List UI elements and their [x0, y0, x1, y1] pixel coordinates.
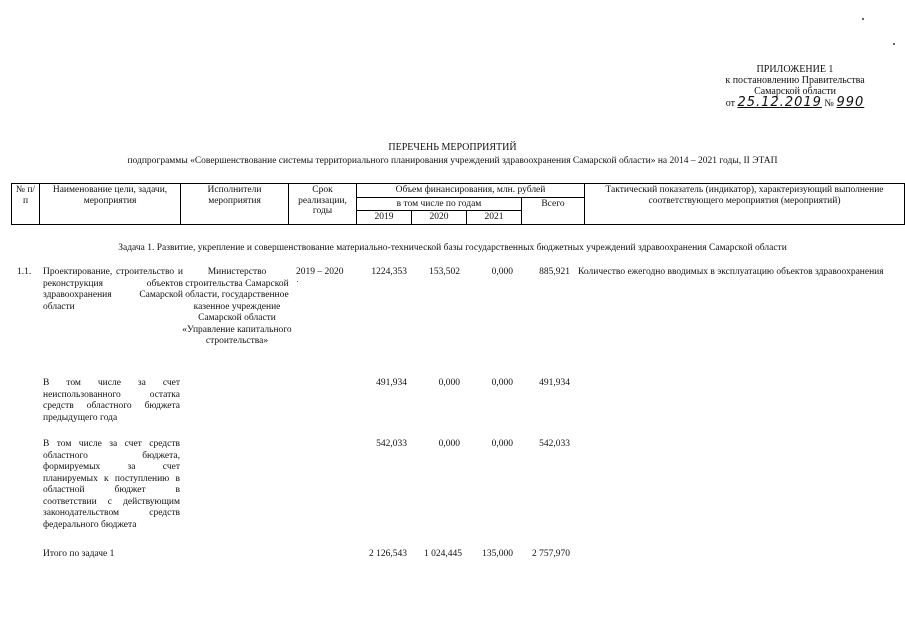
header-col-exec: Исполнители мероприятия: [181, 184, 289, 225]
appendix-block: [690, 64, 900, 109]
document-subheading: подпрограммы «Совершенствование системы территориального планирования учреждений здравоохранения Самарской области» на 2014 – 2021 годы, II ЭТАП: [127, 156, 778, 166]
header-col-incl: в том числе по годам: [357, 197, 522, 211]
number-value: 990: [836, 95, 865, 110]
subrow-value-total: 491,934: [539, 378, 570, 388]
appendix-date-line: [690, 97, 900, 109]
date-prefix: от: [725, 98, 735, 109]
subrow-value-2020: 0,000: [438, 378, 460, 388]
row-number: 1.1.: [17, 267, 32, 277]
header-col-num: № п/п: [12, 184, 40, 225]
header-col-indicator: Тактический показатель (индикатор), характеризующий выполнение соответствующего мероприятия (мероприятий): [585, 184, 905, 225]
header-col-term: Срок реализации, годы: [289, 184, 357, 225]
appendix-title: ПРИЛОЖЕНИЕ 1: [756, 64, 834, 75]
header-col-name: Наименование цели, задачи, мероприятия: [40, 184, 181, 225]
row-value-2021: 0,000: [491, 267, 513, 277]
header-year-2020: 2020: [412, 211, 467, 225]
header-col-fin: Объем финансирования, млн. рублей: [357, 184, 585, 198]
header-year-2019: 2019: [357, 211, 412, 225]
date-value: 25.12.2019: [737, 95, 822, 110]
row-value-2019: 1224,353: [371, 267, 407, 277]
row-indicator: Количество ежегодно вводимых в эксплуатацию объектов здравоохранения: [578, 267, 884, 277]
row-term: 2019 – 2020: [296, 267, 344, 277]
row-value-total: 885,921: [539, 267, 570, 277]
scan-speck: [297, 281, 298, 282]
document-heading: ПЕРЕЧЕНЬ МЕРОПРИЯТИЙ: [388, 142, 517, 153]
row-executor: Министерство строительства Самарской области, государственное казенное учреждение Самарской области «Управление капитального строительства»: [182, 267, 292, 346]
header-col-total: Всего: [522, 197, 585, 224]
subrow-value-2020: 0,000: [438, 439, 460, 449]
totals-value-2019: 2 126,543: [369, 549, 407, 559]
task-title: Задача 1. Развитие, укрепление и совершенствование материально-технической базы государственных бюджетных учреждений здравоохранения Самарской области: [118, 243, 787, 253]
number-prefix: №: [824, 98, 834, 109]
row-name: Проектирование, строительство и реконструкция объектов здравоохранения Самарской области: [43, 267, 183, 312]
totals-label: Итого по задаче 1: [43, 549, 115, 559]
subrow-name: В том числе за счет неиспользованного остатка средств областного бюджета предыдущего года: [43, 378, 180, 423]
subrow-value-2021: 0,000: [491, 439, 513, 449]
totals-value-total: 2 757,970: [532, 549, 570, 559]
subrow-value-2019: 491,934: [376, 378, 407, 388]
subrow-value-2019: 542,033: [376, 439, 407, 449]
scan-speck: [862, 18, 864, 20]
subrow-value-total: 542,033: [539, 439, 570, 449]
scan-speck: [893, 43, 895, 45]
subrow-name: В том числе за счет средств областного бюджета, формируемых за счет планируемых к поступлению в областной бюджет в соответствии с действующим законодательством средств федерального бюджета: [43, 439, 180, 530]
appendix-line1: к постановлению Правительства: [725, 75, 865, 86]
appendix-line2: Самарской области: [754, 86, 836, 97]
row-value-2020: 153,502: [429, 267, 460, 277]
totals-value-2020: 1 024,445: [424, 549, 462, 559]
header-year-2021: 2021: [467, 211, 522, 225]
totals-value-2021: 135,000: [482, 549, 513, 559]
header-table: [11, 183, 905, 225]
subrow-value-2021: 0,000: [491, 378, 513, 388]
